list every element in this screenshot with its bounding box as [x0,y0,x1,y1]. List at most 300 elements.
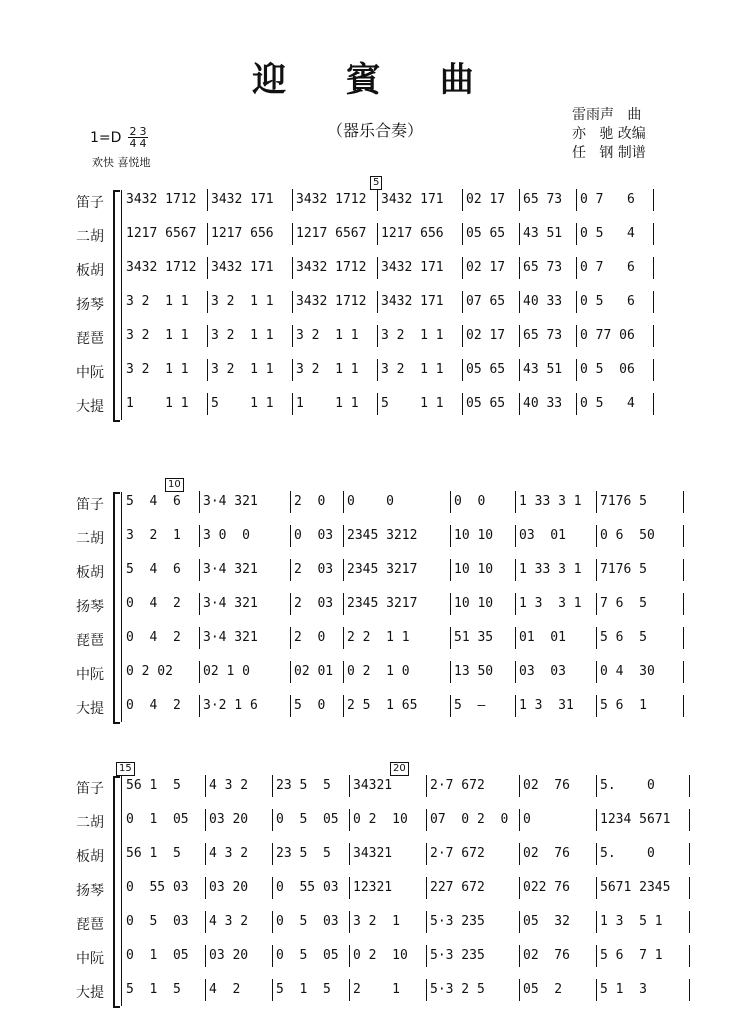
barline [689,809,690,831]
measure: 51 35 [454,630,494,645]
measure: 0 2 10 [353,812,408,827]
measure: 1 3 31 [519,698,574,713]
barline [205,945,206,967]
measure: 3·2 1 6 [203,698,258,713]
barline [462,223,463,245]
measure: 23 5 5 [276,846,331,861]
measure: 3·4 321 [203,630,258,645]
measure: 3 2 1 1 [296,362,359,377]
measure: 02 17 [466,328,506,343]
measure: 02 76 [523,778,570,793]
instrument-label: 笛子 [76,195,104,211]
measure: 03 20 [209,948,249,963]
measure: 3·4 321 [203,562,258,577]
staff-row [126,360,657,380]
measure: 3432 1712 [296,260,367,275]
measure: 227 672 [430,880,485,895]
barline [349,979,350,1001]
barline [515,525,516,547]
measure: 05 2 [523,982,563,997]
measure: 43 51 [523,226,563,241]
barline [205,843,206,865]
measure: 2·7 672 [430,846,485,861]
measure: 0 0 [454,494,486,509]
barline [689,979,690,1001]
barline [292,257,293,279]
measure: 0 5 06 [580,362,635,377]
barline [576,257,577,279]
measure: 1 1 1 [296,396,359,411]
barline [343,559,344,581]
barline [596,593,597,615]
measure: 2·7 672 [430,778,485,793]
measure: 5 1 5 [276,982,331,997]
measure: 2 0 [294,630,326,645]
barline [292,189,293,211]
measure: 5671 2345 [600,880,671,895]
barline [272,979,273,1001]
barline [290,491,291,513]
barline [519,257,520,279]
meter-top-2: 3 [139,125,147,138]
barline [272,877,273,899]
barline [377,325,378,347]
staff-row [126,810,693,830]
measure: 23 5 5 [276,778,331,793]
measure: 2345 3212 [347,528,418,543]
barline [290,627,291,649]
measure: 5 1 5 [126,982,181,997]
barline [519,809,520,831]
barline [426,843,427,865]
barline [683,627,684,649]
staff-row [126,190,657,210]
measure: 7 6 5 [600,596,647,611]
measure: 02 1 0 [203,664,250,679]
measure: 3432 1712 [126,260,197,275]
measure: 01 01 [519,630,566,645]
measure: 5 1 3 [600,982,647,997]
barline [596,877,597,899]
instrument-label: 笛子 [76,781,104,797]
tempo-marking: 欢快 喜悦地 [92,156,151,169]
barline [596,843,597,865]
barline [426,775,427,797]
measure: 3 2 1 1 [211,328,274,343]
barline [450,627,451,649]
barline [462,189,463,211]
barline [519,393,520,415]
barline [349,843,350,865]
staff-row [126,946,693,966]
measure: 65 73 [523,192,563,207]
barline [450,593,451,615]
barline [349,877,350,899]
barline [290,695,291,717]
measure: 1 3 3 1 [519,596,582,611]
barline [290,661,291,683]
barline [683,661,684,683]
measure: 3 0 0 [203,528,250,543]
barline [426,945,427,967]
barline [450,525,451,547]
measure: 2345 3217 [347,596,418,611]
barline [349,911,350,933]
measure: 5 6 7 1 [600,948,663,963]
barline [450,559,451,581]
measure: 0 4 30 [600,664,655,679]
barline [519,945,520,967]
measure: 5 – [454,698,486,713]
barline [576,189,577,211]
measure: 3432 171 [211,192,274,207]
barline [683,559,684,581]
barline [292,393,293,415]
staff-row [126,258,657,278]
barline [272,843,273,865]
measure: 10 10 [454,562,494,577]
barline [462,393,463,415]
measure: 5·3 235 [430,948,485,963]
instrument-label: 二胡 [76,229,104,245]
instrument-label: 琵琶 [76,331,104,347]
barline [653,257,654,279]
barline [653,291,654,313]
instrument-label: 扬琴 [76,883,104,899]
barline [653,189,654,211]
measure: 5·3 235 [430,914,485,929]
system-brace [113,190,120,422]
staff-row [126,394,657,414]
staff-row [126,776,693,796]
staff-row [126,980,693,1000]
barline [596,559,597,581]
measure: 0 55 03 [276,880,339,895]
staff-row [126,492,687,512]
barline [290,525,291,547]
measure: 02 17 [466,260,506,275]
barline [349,775,350,797]
meter-top-1: 2 [129,125,137,138]
instrument-label: 笛子 [76,497,104,513]
measure: 5·3 2 5 [430,982,485,997]
barline [596,627,597,649]
staff-row [126,628,687,648]
staff-row [126,224,657,244]
measure: 40 33 [523,396,563,411]
barline [450,695,451,717]
measure: 0 1 05 [126,948,189,963]
measure: 34321 [353,846,393,861]
measure: 3432 171 [381,294,444,309]
barline [576,291,577,313]
instrument-label: 二胡 [76,531,104,547]
measure: 5 4 6 [126,562,181,577]
key-signature: 1=D [90,130,122,146]
measure: 0 5 4 [580,396,635,411]
system-brace [113,492,120,724]
barline [519,775,520,797]
staff-row [126,526,687,546]
staff-row [126,844,693,864]
barline [519,359,520,381]
barline [515,593,516,615]
measure: 03 20 [209,880,249,895]
measure: 2 2 1 1 [347,630,410,645]
meter-bottom-2: 4 [139,137,147,150]
measure: 1234 5671 [600,812,671,827]
barline [462,257,463,279]
score-title: 迎 賓 曲 [252,60,498,100]
measure: 3 2 1 1 [381,362,444,377]
instrument-label: 扬琴 [76,297,104,313]
measure: 0 5 03 [126,914,189,929]
barline [576,393,577,415]
barline [199,661,200,683]
measure: 07 65 [466,294,506,309]
barline [290,593,291,615]
barline [205,877,206,899]
measure: 1 33 3 1 [519,494,582,509]
measure: 03 20 [209,812,249,827]
measure: 02 76 [523,948,570,963]
barline [199,593,200,615]
measure: 3 2 1 1 [296,328,359,343]
barline [426,877,427,899]
measure: 3 2 1 [126,528,181,543]
barline [199,627,200,649]
barline [596,911,597,933]
barline [653,359,654,381]
measure: 3 2 1 1 [211,294,274,309]
barline [519,189,520,211]
measure: 2345 3217 [347,562,418,577]
measure: 13 50 [454,664,494,679]
measure: 3432 171 [211,260,274,275]
staff-row [126,326,657,346]
measure: 65 73 [523,260,563,275]
barline [519,877,520,899]
barline [596,525,597,547]
measure: 5 6 5 [600,630,647,645]
measure: 2 03 [294,562,334,577]
instrument-label: 大提 [76,985,104,1001]
instrument-label: 板胡 [76,565,104,581]
barline [689,877,690,899]
measure: 0 5 05 [276,948,339,963]
measure: 3 2 1 [353,914,400,929]
barline [515,627,516,649]
barline [272,911,273,933]
barline [343,491,344,513]
barline [377,393,378,415]
instrument-label: 二胡 [76,815,104,831]
barline [519,843,520,865]
barline [199,491,200,513]
barline [689,843,690,865]
barline [290,559,291,581]
score-subtitle: （器乐合奏） [326,121,423,140]
barline [519,979,520,1001]
barline [596,809,597,831]
credit-arranger: 亦 驰 改编 [572,126,646,142]
barline [349,809,350,831]
barline [596,775,597,797]
barline [292,291,293,313]
barline [426,809,427,831]
measure: 56 1 5 [126,778,181,793]
barline [377,359,378,381]
measure: 3 2 1 1 [126,328,189,343]
time-signature [128,126,148,149]
measure: 03 01 [519,528,566,543]
measure: 10 10 [454,528,494,543]
staff-row [126,878,693,898]
measure: 1217 6567 [126,226,197,241]
instrument-label: 中阮 [76,365,104,381]
barline [683,491,684,513]
barline [515,695,516,717]
measure: 1 1 1 [126,396,189,411]
measure: 02 01 [294,664,334,679]
barline [199,525,200,547]
measure: 05 65 [466,362,506,377]
instrument-label: 大提 [76,399,104,415]
measure: 05 65 [466,226,506,241]
barline [689,911,690,933]
barline [462,325,463,347]
barline [596,979,597,1001]
measure: 1 33 3 1 [519,562,582,577]
measure: 5 4 6 [126,494,181,509]
barline [199,559,200,581]
instrument-label: 中阮 [76,951,104,967]
credits [572,106,646,163]
barline [343,627,344,649]
measure: 3432 1712 [296,192,367,207]
measure: 5. 0 [600,778,655,793]
measure: 7176 5 [600,562,647,577]
barline [689,775,690,797]
measure: 1217 656 [211,226,274,241]
barline [596,695,597,717]
measure: 0 5 4 [580,226,635,241]
staff-row [126,912,693,932]
barline [683,695,684,717]
barline [576,325,577,347]
measure: 0 5 6 [580,294,635,309]
measure: 0 2 02 [126,664,173,679]
measure: 02 76 [523,846,570,861]
measure: 05 32 [523,914,570,929]
barline [205,979,206,1001]
measure: 5 1 1 [211,396,274,411]
measure: 1217 6567 [296,226,367,241]
measure: 0 2 1 0 [347,664,410,679]
barline [515,491,516,513]
instrument-label: 大提 [76,701,104,717]
measure: 0 1 05 [126,812,189,827]
staff-row [126,696,687,716]
meter-bottom-1: 4 [129,137,137,150]
measure-number: 15 [116,762,135,776]
barline [515,661,516,683]
barline [292,223,293,245]
barline [205,775,206,797]
barline [462,359,463,381]
measure: 0 4 2 [126,596,181,611]
barline [515,559,516,581]
measure-number: 5 [370,176,382,190]
measure: 40 33 [523,294,563,309]
measure: 56 1 5 [126,846,181,861]
barline [343,661,344,683]
measure: 5 1 1 [381,396,444,411]
measure: 022 76 [523,880,570,895]
barline [377,223,378,245]
measure: 65 73 [523,328,563,343]
barline [653,393,654,415]
barline [207,359,208,381]
barline [343,525,344,547]
measure: 2 03 [294,596,334,611]
barline [377,189,378,211]
barline [596,491,597,513]
measure: 05 65 [466,396,506,411]
measure: 4 3 2 [209,914,249,929]
measure: 3 2 1 1 [126,294,189,309]
instrument-label: 扬琴 [76,599,104,615]
measure: 07 0 2 0 [430,812,509,827]
measure-number: 20 [390,762,409,776]
barline [377,291,378,313]
measure: 0 03 [294,528,334,543]
barline [343,593,344,615]
measure: 03 03 [519,664,566,679]
staff-row [126,560,687,580]
system-line [121,492,122,722]
measure: 5. 0 [600,846,655,861]
measure: 0 5 03 [276,914,339,929]
credit-composer: 雷雨声 曲 [572,107,642,123]
measure: 0 5 05 [276,812,339,827]
barline [519,325,520,347]
instrument-label: 板胡 [76,263,104,279]
barline [272,945,273,967]
barline [207,325,208,347]
barline [683,593,684,615]
barline [349,945,350,967]
instrument-label: 中阮 [76,667,104,683]
measure: 1 3 5 1 [600,914,663,929]
measure: 4 3 2 [209,778,249,793]
barline [343,695,344,717]
barline [576,359,577,381]
barline [576,223,577,245]
barline [596,945,597,967]
barline [450,661,451,683]
barline [450,491,451,513]
barline [272,809,273,831]
instrument-label: 琵琶 [76,633,104,649]
measure: 12321 [353,880,393,895]
measure: 3·4 321 [203,596,258,611]
instrument-label: 板胡 [76,849,104,865]
barline [377,257,378,279]
barline [596,661,597,683]
measure: 2 0 [294,494,326,509]
barline [207,393,208,415]
